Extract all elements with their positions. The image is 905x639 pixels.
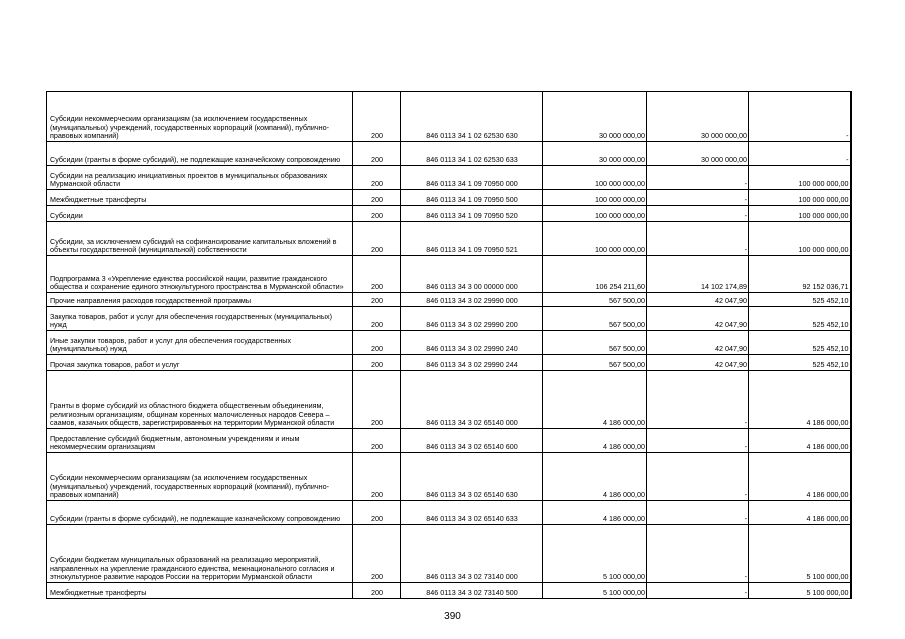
row-amount-executed-cell: 30 000 000,00 [647, 92, 749, 142]
row-amount-executed-cell: - [647, 371, 749, 429]
row-amount-remaining-cell: 4 186 000,00 [749, 429, 851, 453]
row-amount-total-cell: 4 186 000,00 [543, 371, 647, 429]
row-name-cell: Субсидии, за исключением субсидий на софинансирование капитальных вложений в объекты государственной (муниципальной) собственности [47, 222, 353, 256]
table-row [47, 453, 851, 501]
row-amount-total-cell: 567 500,00 [543, 293, 647, 307]
row-amount-remaining-cell: 5 100 000,00 [749, 525, 851, 583]
row-name-cell: Закупка товаров, работ и услуг для обеспечения государственных (муниципальных) нужд [47, 307, 353, 331]
row-amount-remaining-cell: 4 186 000,00 [749, 453, 851, 501]
row-amount-executed-cell: - [647, 190, 749, 206]
row-admin-code-cell: 200 [353, 501, 401, 525]
table-row [47, 501, 851, 525]
table-row [47, 142, 851, 166]
row-name-cell: Предоставление субсидий бюджетным, автономным учреждениям и иным некоммерческим организациям [47, 429, 353, 453]
page-number: 390 [444, 611, 461, 622]
row-amount-executed-cell: 14 102 174,89 [647, 256, 749, 293]
row-admin-code-cell: 200 [353, 453, 401, 501]
row-admin-code-cell: 200 [353, 371, 401, 429]
row-budget-code-cell: 846 0113 34 3 02 65140 000 [401, 371, 543, 429]
row-amount-executed-cell: 42 047,90 [647, 307, 749, 331]
row-admin-code-cell: 200 [353, 331, 401, 355]
row-amount-remaining-cell: 5 100 000,00 [749, 583, 851, 599]
row-amount-total-cell: 567 500,00 [543, 331, 647, 355]
row-amount-executed-cell: - [647, 453, 749, 501]
budget-table [46, 91, 852, 599]
row-budget-code-cell: 846 0113 34 3 02 29990 240 [401, 331, 543, 355]
table-row [47, 92, 851, 142]
row-amount-total-cell: 4 186 000,00 [543, 429, 647, 453]
row-budget-code-cell: 846 0113 34 1 02 62530 630 [401, 92, 543, 142]
row-name-cell: Субсидии бюджетам муниципальных образований на реализацию мероприятий, направленных на укрепление гражданского единства, межнационального согласия и этнокультурное развитие народов России на территории Мурманской области [47, 525, 353, 583]
row-admin-code-cell: 200 [353, 307, 401, 331]
row-budget-code-cell: 846 0113 34 3 02 65140 630 [401, 453, 543, 501]
row-amount-remaining-cell: 4 186 000,00 [749, 371, 851, 429]
row-amount-total-cell: 100 000 000,00 [543, 166, 647, 190]
row-budget-code-cell: 846 0113 34 3 02 73140 000 [401, 525, 543, 583]
row-amount-executed-cell: - [647, 206, 749, 222]
row-budget-code-cell: 846 0113 34 3 00 00000 000 [401, 256, 543, 293]
row-amount-remaining-cell: 4 186 000,00 [749, 501, 851, 525]
row-amount-remaining-cell: 100 000 000,00 [749, 166, 851, 190]
row-budget-code-cell: 846 0113 34 3 02 29990 000 [401, 293, 543, 307]
budget-table-body [47, 92, 851, 599]
row-name-cell: Субсидии некоммерческим организациям (за исключением государственных (муниципальных) учреждений, государственных корпораций (компаний), публично-правовых компаний) [47, 453, 353, 501]
row-admin-code-cell: 200 [353, 429, 401, 453]
row-amount-executed-cell: - [647, 222, 749, 256]
table-row [47, 429, 851, 453]
row-admin-code-cell: 200 [353, 256, 401, 293]
row-admin-code-cell: 200 [353, 583, 401, 599]
row-amount-total-cell: 567 500,00 [543, 307, 647, 331]
row-name-cell: Межбюджетные трансферты [47, 190, 353, 206]
row-amount-executed-cell: 42 047,90 [647, 355, 749, 371]
row-amount-remaining-cell: 525 452,10 [749, 355, 851, 371]
row-amount-executed-cell: - [647, 501, 749, 525]
row-admin-code-cell: 200 [353, 190, 401, 206]
table-row [47, 307, 851, 331]
row-admin-code-cell: 200 [353, 355, 401, 371]
row-budget-code-cell: 846 0113 34 1 09 70950 521 [401, 222, 543, 256]
table-row [47, 222, 851, 256]
table-row [47, 190, 851, 206]
row-amount-remaining-cell: 100 000 000,00 [749, 222, 851, 256]
row-budget-code-cell: 846 0113 34 1 02 62530 633 [401, 142, 543, 166]
table-row [47, 371, 851, 429]
row-admin-code-cell: 200 [353, 222, 401, 256]
table-row [47, 256, 851, 293]
table-row [47, 293, 851, 307]
row-amount-executed-cell: - [647, 583, 749, 599]
row-admin-code-cell: 200 [353, 142, 401, 166]
row-admin-code-cell: 200 [353, 293, 401, 307]
row-amount-total-cell: 5 100 000,00 [543, 583, 647, 599]
row-amount-remaining-cell: 100 000 000,00 [749, 206, 851, 222]
row-amount-total-cell: 5 100 000,00 [543, 525, 647, 583]
table-row [47, 166, 851, 190]
row-amount-executed-cell: - [647, 525, 749, 583]
row-amount-remaining-cell: - [749, 92, 851, 142]
table-row [47, 206, 851, 222]
row-amount-executed-cell: - [647, 429, 749, 453]
row-admin-code-cell: 200 [353, 206, 401, 222]
row-amount-total-cell: 100 000 000,00 [543, 206, 647, 222]
row-amount-total-cell: 4 186 000,00 [543, 501, 647, 525]
row-budget-code-cell: 846 0113 34 1 09 70950 520 [401, 206, 543, 222]
row-amount-total-cell: 30 000 000,00 [543, 92, 647, 142]
row-amount-total-cell: 567 500,00 [543, 355, 647, 371]
table-row [47, 331, 851, 355]
row-amount-remaining-cell: - [749, 142, 851, 166]
row-name-cell: Субсидии [47, 206, 353, 222]
row-budget-code-cell: 846 0113 34 3 02 65140 600 [401, 429, 543, 453]
row-budget-code-cell: 846 0113 34 1 09 70950 000 [401, 166, 543, 190]
row-name-cell: Иные закупки товаров, работ и услуг для обеспечения государственных (муниципальных) нужд [47, 331, 353, 355]
row-budget-code-cell: 846 0113 34 3 02 65140 633 [401, 501, 543, 525]
row-amount-remaining-cell: 100 000 000,00 [749, 190, 851, 206]
row-amount-remaining-cell: 525 452,10 [749, 331, 851, 355]
row-name-cell: Гранты в форме субсидий из областного бюджета общественным объединениям, религиозным организациям, общинам коренных малочисленных народов Севера – саамов, казачьих обществ, зарегистрированных на территории Мурманской области [47, 371, 353, 429]
row-amount-total-cell: 100 000 000,00 [543, 222, 647, 256]
row-amount-executed-cell: 42 047,90 [647, 293, 749, 307]
row-amount-remaining-cell: 525 452,10 [749, 293, 851, 307]
row-name-cell: Межбюджетные трансферты [47, 583, 353, 599]
row-name-cell: Прочая закупка товаров, работ и услуг [47, 355, 353, 371]
row-budget-code-cell: 846 0113 34 3 02 29990 244 [401, 355, 543, 371]
row-amount-remaining-cell: 92 152 036,71 [749, 256, 851, 293]
row-amount-executed-cell: 30 000 000,00 [647, 142, 749, 166]
row-name-cell: Субсидии некоммерческим организациям (за исключением государственных (муниципальных) учреждений, государственных корпораций (компаний), публично-правовых компаний) [47, 92, 353, 142]
row-admin-code-cell: 200 [353, 525, 401, 583]
row-amount-total-cell: 106 254 211,60 [543, 256, 647, 293]
table-row [47, 583, 851, 599]
row-budget-code-cell: 846 0113 34 3 02 73140 500 [401, 583, 543, 599]
row-name-cell: Подпрограмма 3 «Укрепление единства российской нации, развитие гражданского общества и сохранение единого этнокультурного пространства в Мурманской области» [47, 256, 353, 293]
row-name-cell: Прочие направления расходов государственной программы [47, 293, 353, 307]
row-name-cell: Субсидии (гранты в форме субсидий), не подлежащие казначейскому сопровождению [47, 501, 353, 525]
row-admin-code-cell: 200 [353, 92, 401, 142]
row-amount-total-cell: 4 186 000,00 [543, 453, 647, 501]
row-amount-executed-cell: 42 047,90 [647, 331, 749, 355]
budget-table-container [46, 91, 850, 599]
row-budget-code-cell: 846 0113 34 1 09 70950 500 [401, 190, 543, 206]
row-budget-code-cell: 846 0113 34 3 02 29990 200 [401, 307, 543, 331]
row-amount-remaining-cell: 525 452,10 [749, 307, 851, 331]
row-admin-code-cell: 200 [353, 166, 401, 190]
row-amount-total-cell: 100 000 000,00 [543, 190, 647, 206]
row-amount-executed-cell: - [647, 166, 749, 190]
table-row [47, 525, 851, 583]
table-row [47, 355, 851, 371]
row-amount-total-cell: 30 000 000,00 [543, 142, 647, 166]
row-name-cell: Субсидии (гранты в форме субсидий), не подлежащие казначейскому сопровождению [47, 142, 353, 166]
row-name-cell: Субсидии на реализацию инициативных проектов в муниципальных образованиях Мурманской области [47, 166, 353, 190]
